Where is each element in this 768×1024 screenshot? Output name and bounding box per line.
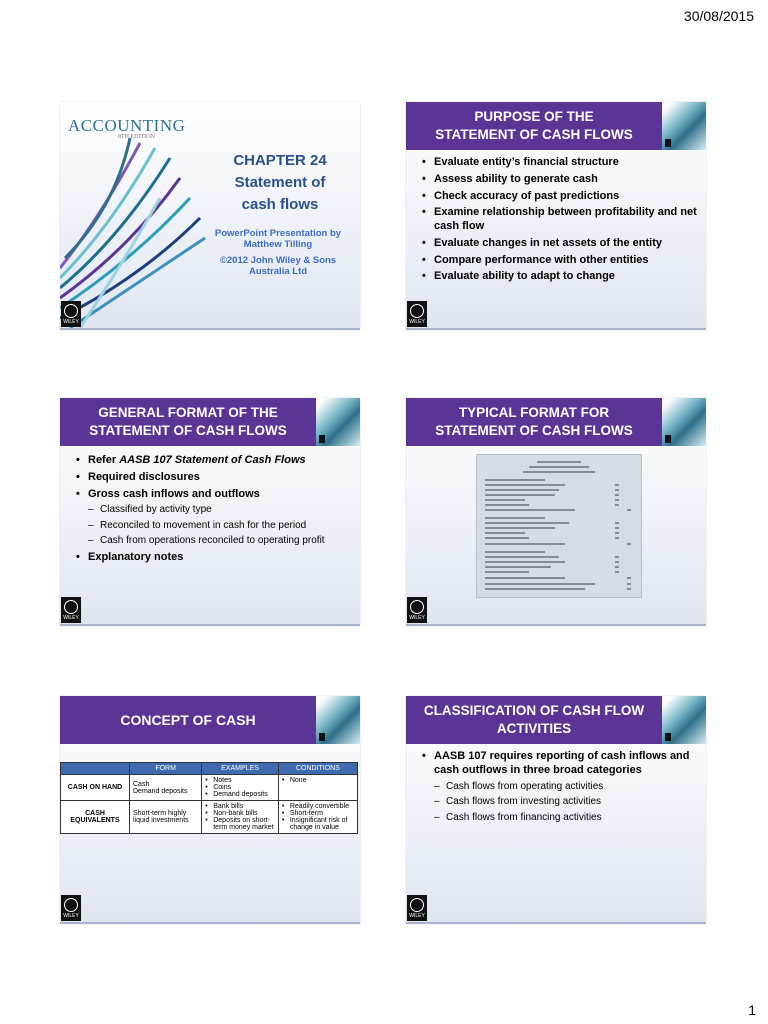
table-header-row (61, 763, 358, 775)
table-cell: Cash Demand deposits (130, 775, 202, 801)
table-cell: • Bank bills • Non-bank bills • Deposits on short-term money market (202, 801, 279, 834)
sub-list-item: – Reconciled to movement in cash for the period (74, 520, 354, 533)
slide-general-format (60, 398, 360, 626)
sub-list-item: – Cash from operations reconciled to operating profit (74, 535, 354, 548)
credits-line2: Matthew Tilling (243, 239, 313, 251)
cover-swirl-graphic (60, 138, 210, 330)
list-item: • Refer AASB 107 Statement of Cash Flows (74, 454, 354, 468)
list-item: • Examine relationship between profitability and net cash flow (420, 206, 700, 234)
slide-title-bar (406, 398, 662, 446)
list-item: • Required disclosures (74, 471, 354, 485)
list-item: • Evaluate ability to adapt to change (420, 270, 700, 284)
slide-concept-of-cash (60, 696, 360, 924)
credits (196, 228, 360, 278)
table-cell: • None (278, 775, 357, 801)
copyright-line2: Australia Ltd (248, 266, 308, 278)
sub-list-item: – Cash flows from investing activities (420, 796, 700, 809)
wiley-logo: WILEY (407, 301, 427, 327)
table-cell: • Notes • Coins • Demand deposits (202, 775, 279, 801)
sub-list-item: – Classified by activity type (74, 504, 354, 517)
print-date: 30/08/2015 (683, 8, 754, 24)
slide-title-bar (406, 102, 662, 150)
list-item: • Check accuracy of past predictions (420, 190, 700, 204)
bullet-list (420, 156, 700, 287)
list-item: • Assess ability to generate cash (420, 173, 700, 187)
title-line2: STATEMENT OF CASH FLOWS (435, 423, 633, 438)
table-row (61, 775, 358, 801)
bullet-list (74, 454, 354, 568)
title-line1: PURPOSE OF THE (474, 108, 594, 124)
chapter-title-line1: Statement of (234, 173, 326, 191)
title-line1: GENERAL FORMAT OF THE (98, 404, 278, 420)
slide-title-bar: CONCEPT OF CASH (60, 696, 316, 744)
book-edition: 8TH EDITION (118, 134, 155, 140)
concept-of-cash-table (60, 762, 358, 834)
list-item: • Compare performance with other entities (420, 254, 700, 268)
cover-thumbnail (316, 696, 360, 744)
cover-thumbnail (662, 696, 706, 744)
sub-list-item: – Cash flows from operating activities (420, 781, 700, 794)
list-item: • Evaluate changes in net assets of the entity (420, 237, 700, 251)
book-logo: ACCOUNTING (68, 116, 186, 135)
slide-classification (406, 696, 706, 924)
wiley-logo: WILEY (61, 895, 81, 921)
title-line2: STATEMENT OF CASH FLOWS (89, 423, 287, 438)
chapter-heading (210, 150, 350, 215)
statement-image (476, 454, 642, 598)
list-item: • Explanatory notes (74, 551, 354, 565)
cover-thumbnail (662, 398, 706, 446)
slide-purpose (406, 102, 706, 330)
page-number: 1 (748, 1002, 756, 1018)
chapter-title-line2: cash flows (241, 195, 319, 213)
wiley-logo: WILEY (407, 597, 427, 623)
list-item: • Gross cash inflows and outflows (74, 488, 354, 502)
cover-thumbnail (662, 102, 706, 150)
column-header: FORM (130, 763, 202, 775)
list-item: • AASB 107 requires reporting of cash inflows and cash outflows in three broad categories (420, 750, 700, 778)
table-cell: • Readily convertible • Short-term • Insignificant risk of change in value (278, 801, 357, 834)
slide-title-bar (406, 696, 662, 744)
column-header: EXAMPLES (202, 763, 279, 775)
row-header: CASH ON HAND (61, 775, 130, 801)
column-header: CONDITIONS (278, 763, 357, 775)
cover-thumbnail (316, 398, 360, 446)
table-cell: Short-term highly liquid investments (130, 801, 202, 834)
title-line1: TYPICAL FORMAT FOR (458, 404, 610, 420)
column-header (61, 763, 130, 775)
copyright-line1: ©2012 John Wiley & Sons (219, 254, 337, 266)
list-item: • Evaluate entity’s financial structure (420, 156, 700, 170)
slide-title (60, 102, 360, 330)
slide-typical-format (406, 398, 706, 626)
credits-line1: PowerPoint Presentation by (214, 228, 342, 239)
sub-list-item: – Cash flows from financing activities (420, 812, 700, 825)
table-row (61, 801, 358, 834)
row-header: CASH EQUIVALENTS (61, 801, 130, 834)
title-line2: ACTIVITIES (496, 721, 572, 736)
title-line2: STATEMENT OF CASH FLOWS (435, 127, 633, 142)
bullet-list (420, 750, 700, 827)
slide-title-bar (60, 398, 316, 446)
wiley-logo: WILEY (407, 895, 427, 921)
title-line1: CLASSIFICATION OF CASH FLOW (423, 702, 645, 718)
wiley-logo: WILEY (61, 597, 81, 623)
chapter-number: CHAPTER 24 (233, 152, 327, 169)
wiley-logo: WILEY (61, 301, 81, 327)
